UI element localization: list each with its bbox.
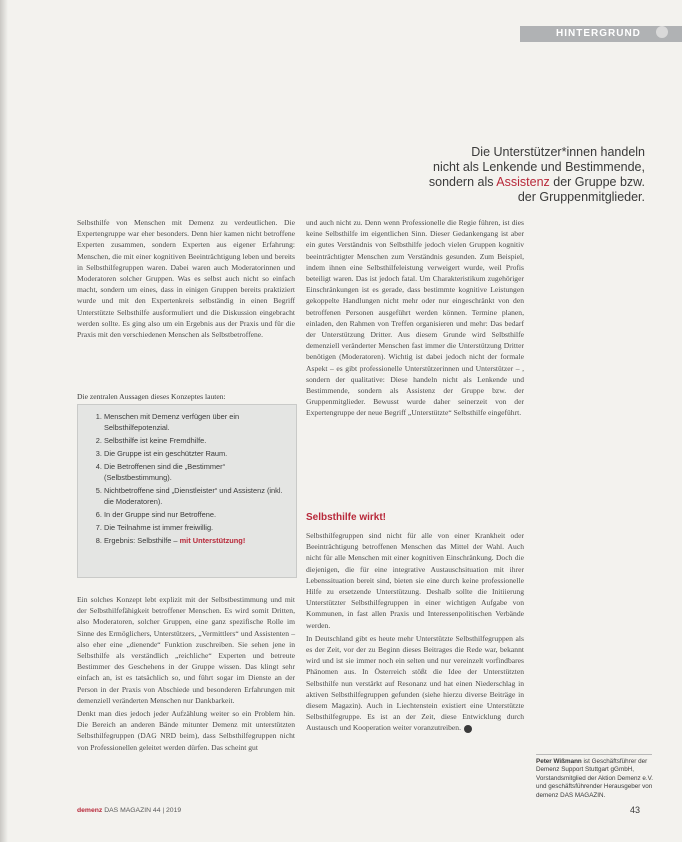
list-item: 4. Die Betroffenen sind die „Bestimmer“ (Selbstbestimmung). [104, 461, 288, 483]
pull-quote-line-4: der Gruppenmitglieder. [517, 190, 645, 204]
list-item-text: Ergebnis: Selbsthilfe – [104, 536, 180, 545]
footer-brand: demenz [77, 807, 103, 814]
pull-quote-line-2: nicht als Lenkende und Bestimmende, [433, 160, 645, 174]
list-item [104, 535, 288, 546]
paragraph-text: In Deutschland gibt es heute mehr Unterstützte Selbsthilfegruppen als es der Zeit, vor der zu Beginn dieses Beitrages die Rede war, bekannt wird und ist sie immer noch ein selten und nur vereinzelt vorfindbares Phänomen aus. In Österreich stößt die Idee der Unterstützten Selbsthilfe nun verstärkt auf Resonanz und hat einen Niederschlag in aktiven Selbsthilfegruppen gefunden (siehe hierzu diverse Beiträge in diesem Magazin). Auch in Liechtenstein existiert eine Unterstützte Selbsthilfegruppe. Es ist an der Zeit, diese Entwicklung durch Austausch und Kooperation weiter voranzutreiben. [306, 633, 524, 733]
list-item: 3. Die Gruppe ist ein geschützter Raum. [104, 448, 288, 459]
paragraph: Denkt man dies jedoch jeder Aufzählung weiter so ein Problem hin. Die Bereich an anderen Bände mitunter Demenz mit unterstützten Selbsthilfegruppen (DAG NRD beim), dass Selbsthilfegruppen nicht von Professionellen geleitet werden dürfen. Das scheint gut [77, 709, 295, 752]
column-right-bottom [306, 530, 524, 736]
author-bio: ist Geschäftsführer der Demenz Support Stuttgart gGmbH, Vorstandsmitglied der Aktion Demenz e.V. und geschäftsführender Herausgeber von demenz DAS MAGAZIN. [536, 758, 654, 799]
list-item: 6. In der Gruppe sind nur Betroffene. [104, 509, 288, 520]
paragraph: Selbsthilfegruppen sind nicht für alle von einer Krankheit oder Beeinträchtigung betroffenen Menschen das Mittel der Wahl. Auch nicht für alle Menschen mit einer kognitiven Einschränkung. Doch die diejenigen, die für eine integrative Austauschsituation mit ihrer Lebenssituation bereit sind, bieten sie eine durch keine professionelle Hilfe zu ersetzende Unterstützung. Deshalb sollte die Initiierung Unterstützter Selbsthilfegruppen in einer wichtigen Aufgabe von Kommunen, in fast allen Praxis und Interessenpolitischen Verbände werden. [306, 531, 524, 630]
header-dot-icon [656, 26, 668, 38]
footer [77, 807, 181, 814]
column-left-top [77, 217, 295, 342]
pull-quote-line-3 [385, 175, 645, 190]
list-item: 7. Die Teilnahme ist immer freiwillig. [104, 522, 288, 533]
list-intro: Die zentralen Aussagen dieses Konzeptes lauten: [77, 392, 226, 401]
key-statements-box [77, 404, 297, 578]
paragraph: Selbsthilfe von Menschen mit Demenz zu verdeutlichen. Die Expertengruppe war eher besonders. Denn hier kamen nicht betroffene Experten zusammen, sondern Experten aus eigener Erfahrung: Menschen, die mit einer kognitiven Beeinträchtigung leben und bereits in Selbsthilfegruppen waren. Dabei waren auch Moderatorinnen und Moderatoren solcher Gruppen. Was es selbst auch nicht so einfach macht, sondern um eines, dass in einigen Gruppen bereits praktiziert wurde und mit den Expertenkreis selbständig in einen Begriff Unterstützte Selbsthilfe ausformuliert und die Diskussion eingebracht werden sollte. Es ging also um ein Ergebnis aus der Praxis und für die Praxis mit den verschiedenen Menschen als Selbstbetroffene. [77, 218, 295, 340]
pull-quote-line-3-pre: sondern als [428, 175, 497, 189]
pull-quote-line-1: Die Unterstützer*innen handeln [471, 145, 645, 159]
author-box [536, 758, 654, 800]
column-right-top [306, 217, 524, 421]
list-item-emphasis: mit Unterstützung! [179, 536, 246, 545]
key-statements-list [78, 411, 296, 546]
paragraph: Ein solches Konzept lebt explizit mit der Selbstbestimmung und mit der Selbsthilfefähigkeit betroffener Menschen. Es wird somit Dritten, also Moderatoren, solcher Gruppen, eine ganz spezifische Rolle im Sinne des Ermöglichers, Unterstützers, „Vermittlers“ und Assistenten – also eher eine „dienende“ Funktion zuschreiben. Sie sehen jene in Selbsthilfe als verständlich „reichliche“ Experten und betreute Bestimmer des Geschehens in der Gruppe wissen. Das klingt sehr einfach an, ist es tatsächlich so, und führt sogar im Dienste an der Person in der Praxis von Abschiede und besonderen Erfahrungen mit demenziell veränderten Menschen nur Dankbarkeit. [77, 595, 295, 705]
paragraph [306, 633, 524, 734]
section-label: HINTERGRUND [556, 28, 641, 39]
list-item: 2. Selbsthilfe ist keine Fremdhilfe. [104, 435, 288, 446]
footer-issue: DAS MAGAZIN 44 | 2019 [104, 807, 182, 814]
list-item: 1. Menschen mit Demenz verfügen über ein Selbsthilfepotenzial. [104, 411, 288, 433]
pull-quote [385, 145, 645, 205]
author-divider [536, 754, 652, 755]
column-left-bottom [77, 594, 295, 755]
pull-quote-line-3-post: der Gruppe bzw. [549, 175, 645, 189]
pull-quote-highlight: Assistenz [496, 175, 550, 189]
page-number: 43 [630, 805, 641, 815]
end-mark-icon [464, 725, 472, 733]
list-item: 5. Nichtbetroffene sind „Dienstleister“ und Assistenz (inkl. die Moderatoren). [104, 485, 288, 507]
page-crease [0, 0, 8, 842]
author-name: Peter Wißmann [536, 758, 582, 765]
paragraph: und auch nicht zu. Denn wenn Professionelle die Regie führen, ist dies keine Selbsthilfe im eigentlichen Sinn. Dieser Gedankengang ist aber ein gutes Verständnis von Selbsthilfe jedoch vielen Gruppen kognitiv beeinträchtigter Menschen zum Verständnis gesunden. Zum Beispiel, indem ihnen eine Selbsthilfeleistung verweigert wurde, weil Profis beteiligt waren. Das ist jedoch fatal. Um Charakteristikum zugehöriger Einschränkungen ist es gerade, dass bestimmte kognitive Leistungen gekoppelte Handlungen nicht mehr oder nur eingeschränkt von den betroffenen Personen ausgeführt werden können. Termine planen, einladen, den Rahmen von Treffen organisieren und mehr: Das bedarf der Unterstützung Dritter. Aus diesem Grunde wird Selbsthilfe demenziell veränderter Menschen fast immer die Unterstützung Dritter benötigen (Moderatoren). Wichtig ist dabei jedoch nicht der formale Aspekt – es gibt professionelle Unterstützerinnen und Unterstützer – , sondern der qualitative: Diese handeln nicht als Lenkende und Bestimmende, sondern als Assistenz der Gruppe bzw. der Gruppenmitglieder. Bewusst wurde daher seinerzeit von der Expertengruppe der neue Begriff „Unterstützte“ Selbsthilfe eingeführt. [306, 218, 524, 418]
subheading: Selbsthilfe wirkt! [306, 512, 387, 523]
